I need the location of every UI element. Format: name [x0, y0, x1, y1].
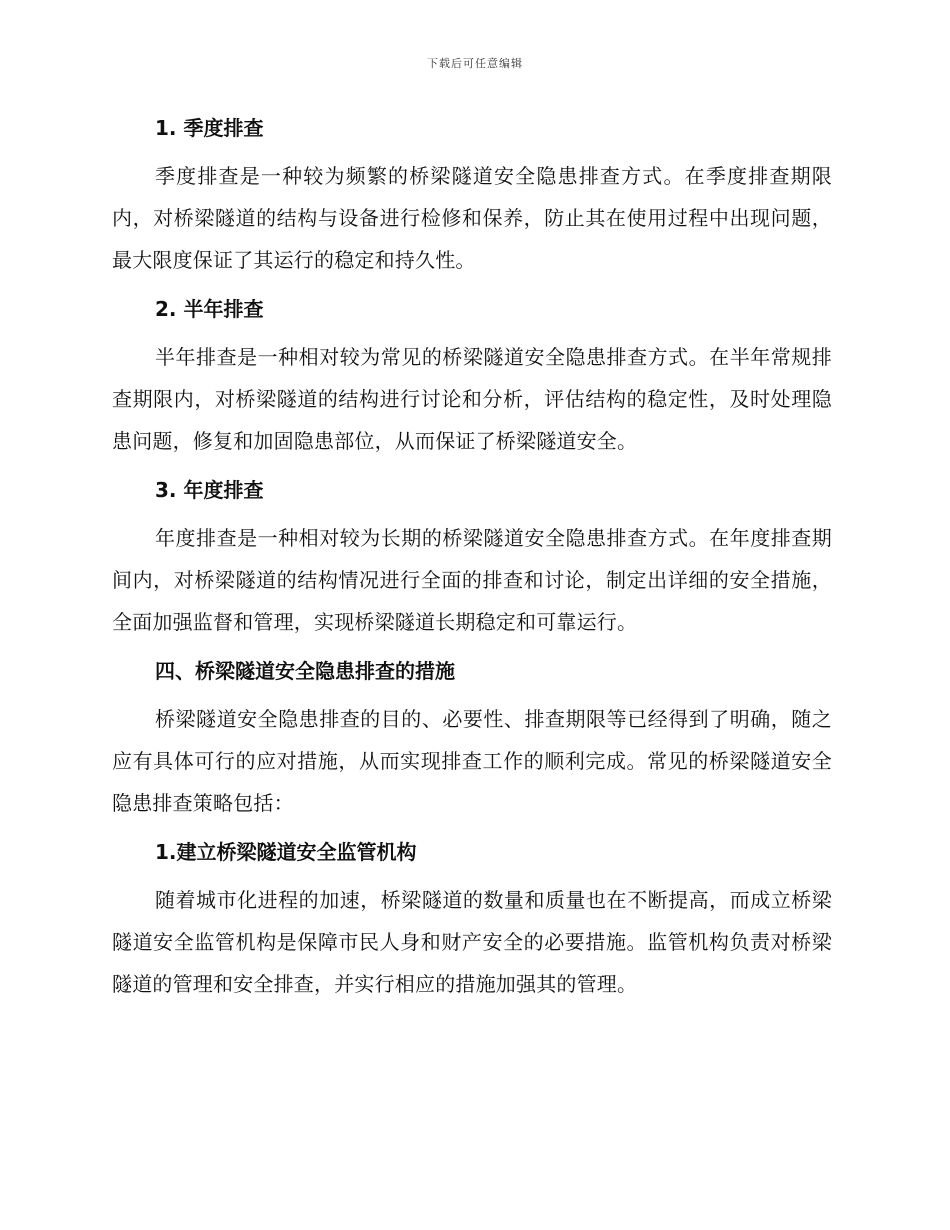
paragraph-half-year: 半年排查是一种相对较为常见的桥梁隧道安全隐患排查方式。在半年常规排查期限内，对桥梁隧道的结构进行讨论和分析，评估结构的稳定性，及时处理隐患问题，修复和加固隐患部位，从而保证了桥梁隧道安全。: [112, 345, 832, 453]
section-heading-measures: 四、桥梁隧道安全隐患排查的措施: [155, 659, 455, 683]
section-heading-annual: 3. 年度排查: [155, 478, 264, 502]
paragraph-supervision-agency: 随着城市化进程的加速，桥梁隧道的数量和质量也在不断提高，而成立桥梁隧道安全监管机构是保障市民人身和财产安全的必要措施。监管机构负责对桥梁隧道的管理和安全排查，并实行相应的措施加强其的管理。: [112, 888, 832, 996]
paragraph-quarterly: 季度排查是一种较为频繁的桥梁隧道安全隐患排查方式。在季度排查期限内，对桥梁隧道的结构与设备进行检修和保养，防止其在使用过程中出现问题，最大限度保证了其运行的稳定和持久性。: [112, 164, 832, 272]
section-heading-half-year: 2. 半年排查: [155, 297, 264, 321]
paragraph-annual: 年度排查是一种相对较为长期的桥梁隧道安全隐患排查方式。在年度排查期间内，对桥梁隧道的结构情况进行全面的排查和讨论，制定出详细的安全措施，全面加强监督和管理，实现桥梁隧道长期稳定和可靠运行。: [112, 526, 832, 634]
document-body: [112, 108, 832, 1013]
section-heading-quarterly: 1. 季度排查: [155, 116, 264, 140]
section-heading-supervision-agency: 1.建立桥梁隧道安全监管机构: [155, 840, 417, 864]
header-note: 下载后可任意编辑: [427, 57, 523, 70]
paragraph-measures: 桥梁隧道安全隐患排查的目的、必要性、排查期限等已经得到了明确，随之应有具体可行的应对措施，从而实现排查工作的顺利完成。常见的桥梁隧道安全隐患排查策略包括：: [112, 707, 832, 815]
